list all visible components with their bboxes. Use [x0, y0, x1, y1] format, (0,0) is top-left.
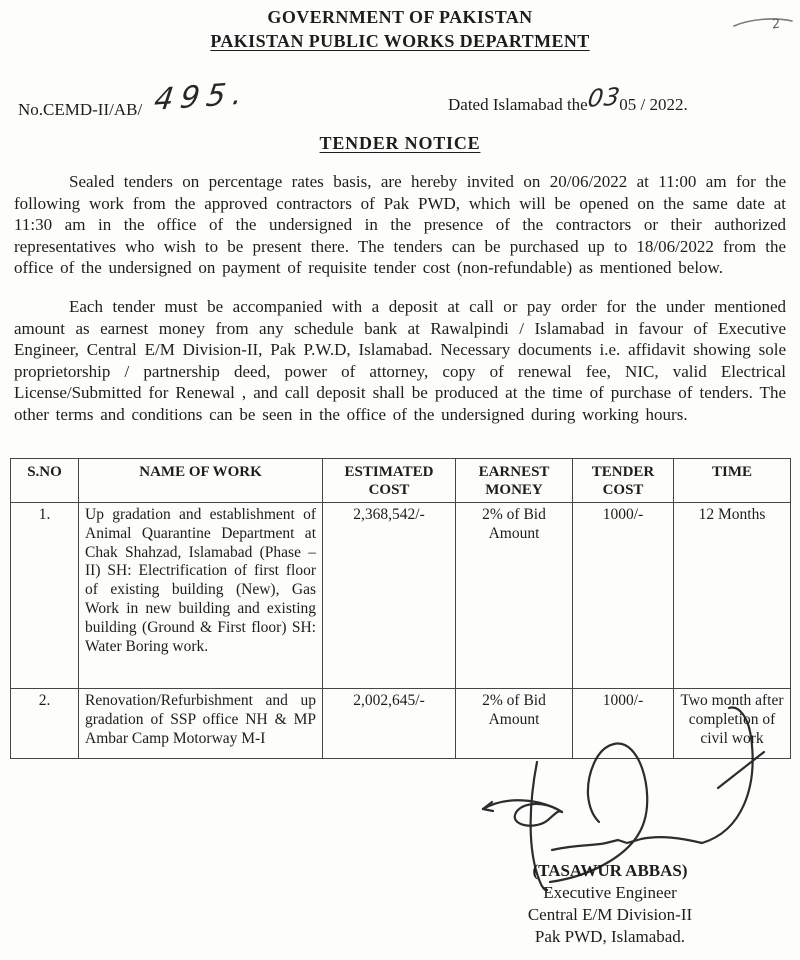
notice-paragraph-2: Each tender must be accompanied with a deposit at call or pay order for the under mentioned amount as earnest money from any schedule bank at Rawalpindi / Islamabad in favour of Executive Engineer, Central E/M Division-II, Pak P.W.D, Islamabad. Necessary documents i.e. affidavit showing sole proprietorship / partnership deed, power of attorney, copy of renewal fee, NIC, valid Electrical License/Submitted for Renewal , and call deposit shall be produced at the time of purchase of tenders. The other terms and conditions can be seen in the office of the undersigned during working hours.: [14, 297, 786, 424]
cell-estimated-cost: 2,368,542/-: [323, 503, 456, 689]
corner-mark-text: 2: [771, 16, 781, 33]
table-header-row: [11, 459, 791, 503]
cell-sno: 1.: [11, 503, 79, 689]
date-prefix: Dated Islamabad the: [448, 95, 588, 114]
column-header-time: TIME: [674, 459, 791, 503]
reference-number-label: No.CEMD-II/AB/: [18, 100, 143, 119]
table-row: [11, 689, 791, 759]
signatory-organization: Pak PWD, Islamabad.: [534, 927, 686, 946]
column-header-sno: S.NO: [11, 459, 79, 503]
column-header-tender-cost: TENDER COST: [573, 459, 674, 503]
notice-paragraph-1: Sealed tenders on percentage rates basis, are hereby invited on 20/06/2022 at 11:00 am for the following work from the approved contractors of Pak PWD, which will be opened on the same date at 11:30 am in the office of the undersigned in the presence of the contractors or their authorized representatives who wish to be present there. The tenders can be purchased up to 18/06/2022 from the office of the undersigned on payment of requisite tender cost (non-refundable) as mentioned below.: [14, 172, 786, 277]
cell-earnest-money: 2% of Bid Amount: [456, 689, 573, 759]
corner-stroke-icon: [732, 14, 794, 33]
signatory-block: [470, 860, 750, 948]
reference-number-line: [18, 75, 252, 123]
cell-time: Two month after completion of civil work: [674, 689, 791, 759]
signatory-title: Executive Engineer: [543, 883, 677, 902]
date-suffix: 05 / 2022.: [619, 95, 688, 114]
column-header-earnest-money: EARNEST MONEY: [456, 459, 573, 503]
cell-sno: 2.: [11, 689, 79, 759]
cell-tender-cost: 1000/-: [573, 689, 674, 759]
signatory-division: Central E/M Division-II: [527, 905, 693, 924]
handwritten-reference-number: 495.: [152, 75, 252, 118]
cell-name-of-work: Renovation/Refurbishment and up gradation of SSP office NH & MP Ambar Camp Motorway M-I: [79, 689, 323, 759]
cell-earnest-money: 2% of Bid Amount: [456, 503, 573, 689]
notice-title: TENDER NOTICE: [319, 133, 481, 153]
cell-name-of-work: Up gradation and establishment of Animal Quarantine Department at Chak Shahzad, Islamabad (Phase –II) SH: Electrification of first floor of existing building (New), Gas Work in new building and existing building (Ground & First floor) SH: Water Boring work.: [79, 503, 323, 689]
handwritten-corner-mark: [728, 4, 798, 46]
cell-estimated-cost: 2,002,645/-: [323, 689, 456, 759]
table-row: [11, 503, 791, 689]
cell-time: 12 Months: [674, 503, 791, 689]
column-header-estimated-cost: ESTIMATED COST: [323, 459, 456, 503]
column-header-name-of-work: NAME OF WORK: [79, 459, 323, 503]
signatory-name: (TASAWUR ABBAS): [532, 861, 688, 880]
handwritten-date-day: 03: [585, 82, 623, 113]
government-title: GOVERNMENT OF PAKISTAN: [267, 7, 533, 27]
department-title: PAKISTAN PUBLIC WORKS DEPARTMENT: [210, 31, 590, 51]
tender-works-table: [10, 458, 791, 759]
date-line: [448, 82, 688, 116]
cell-tender-cost: 1000/-: [573, 503, 674, 689]
document-header: [0, 7, 800, 52]
